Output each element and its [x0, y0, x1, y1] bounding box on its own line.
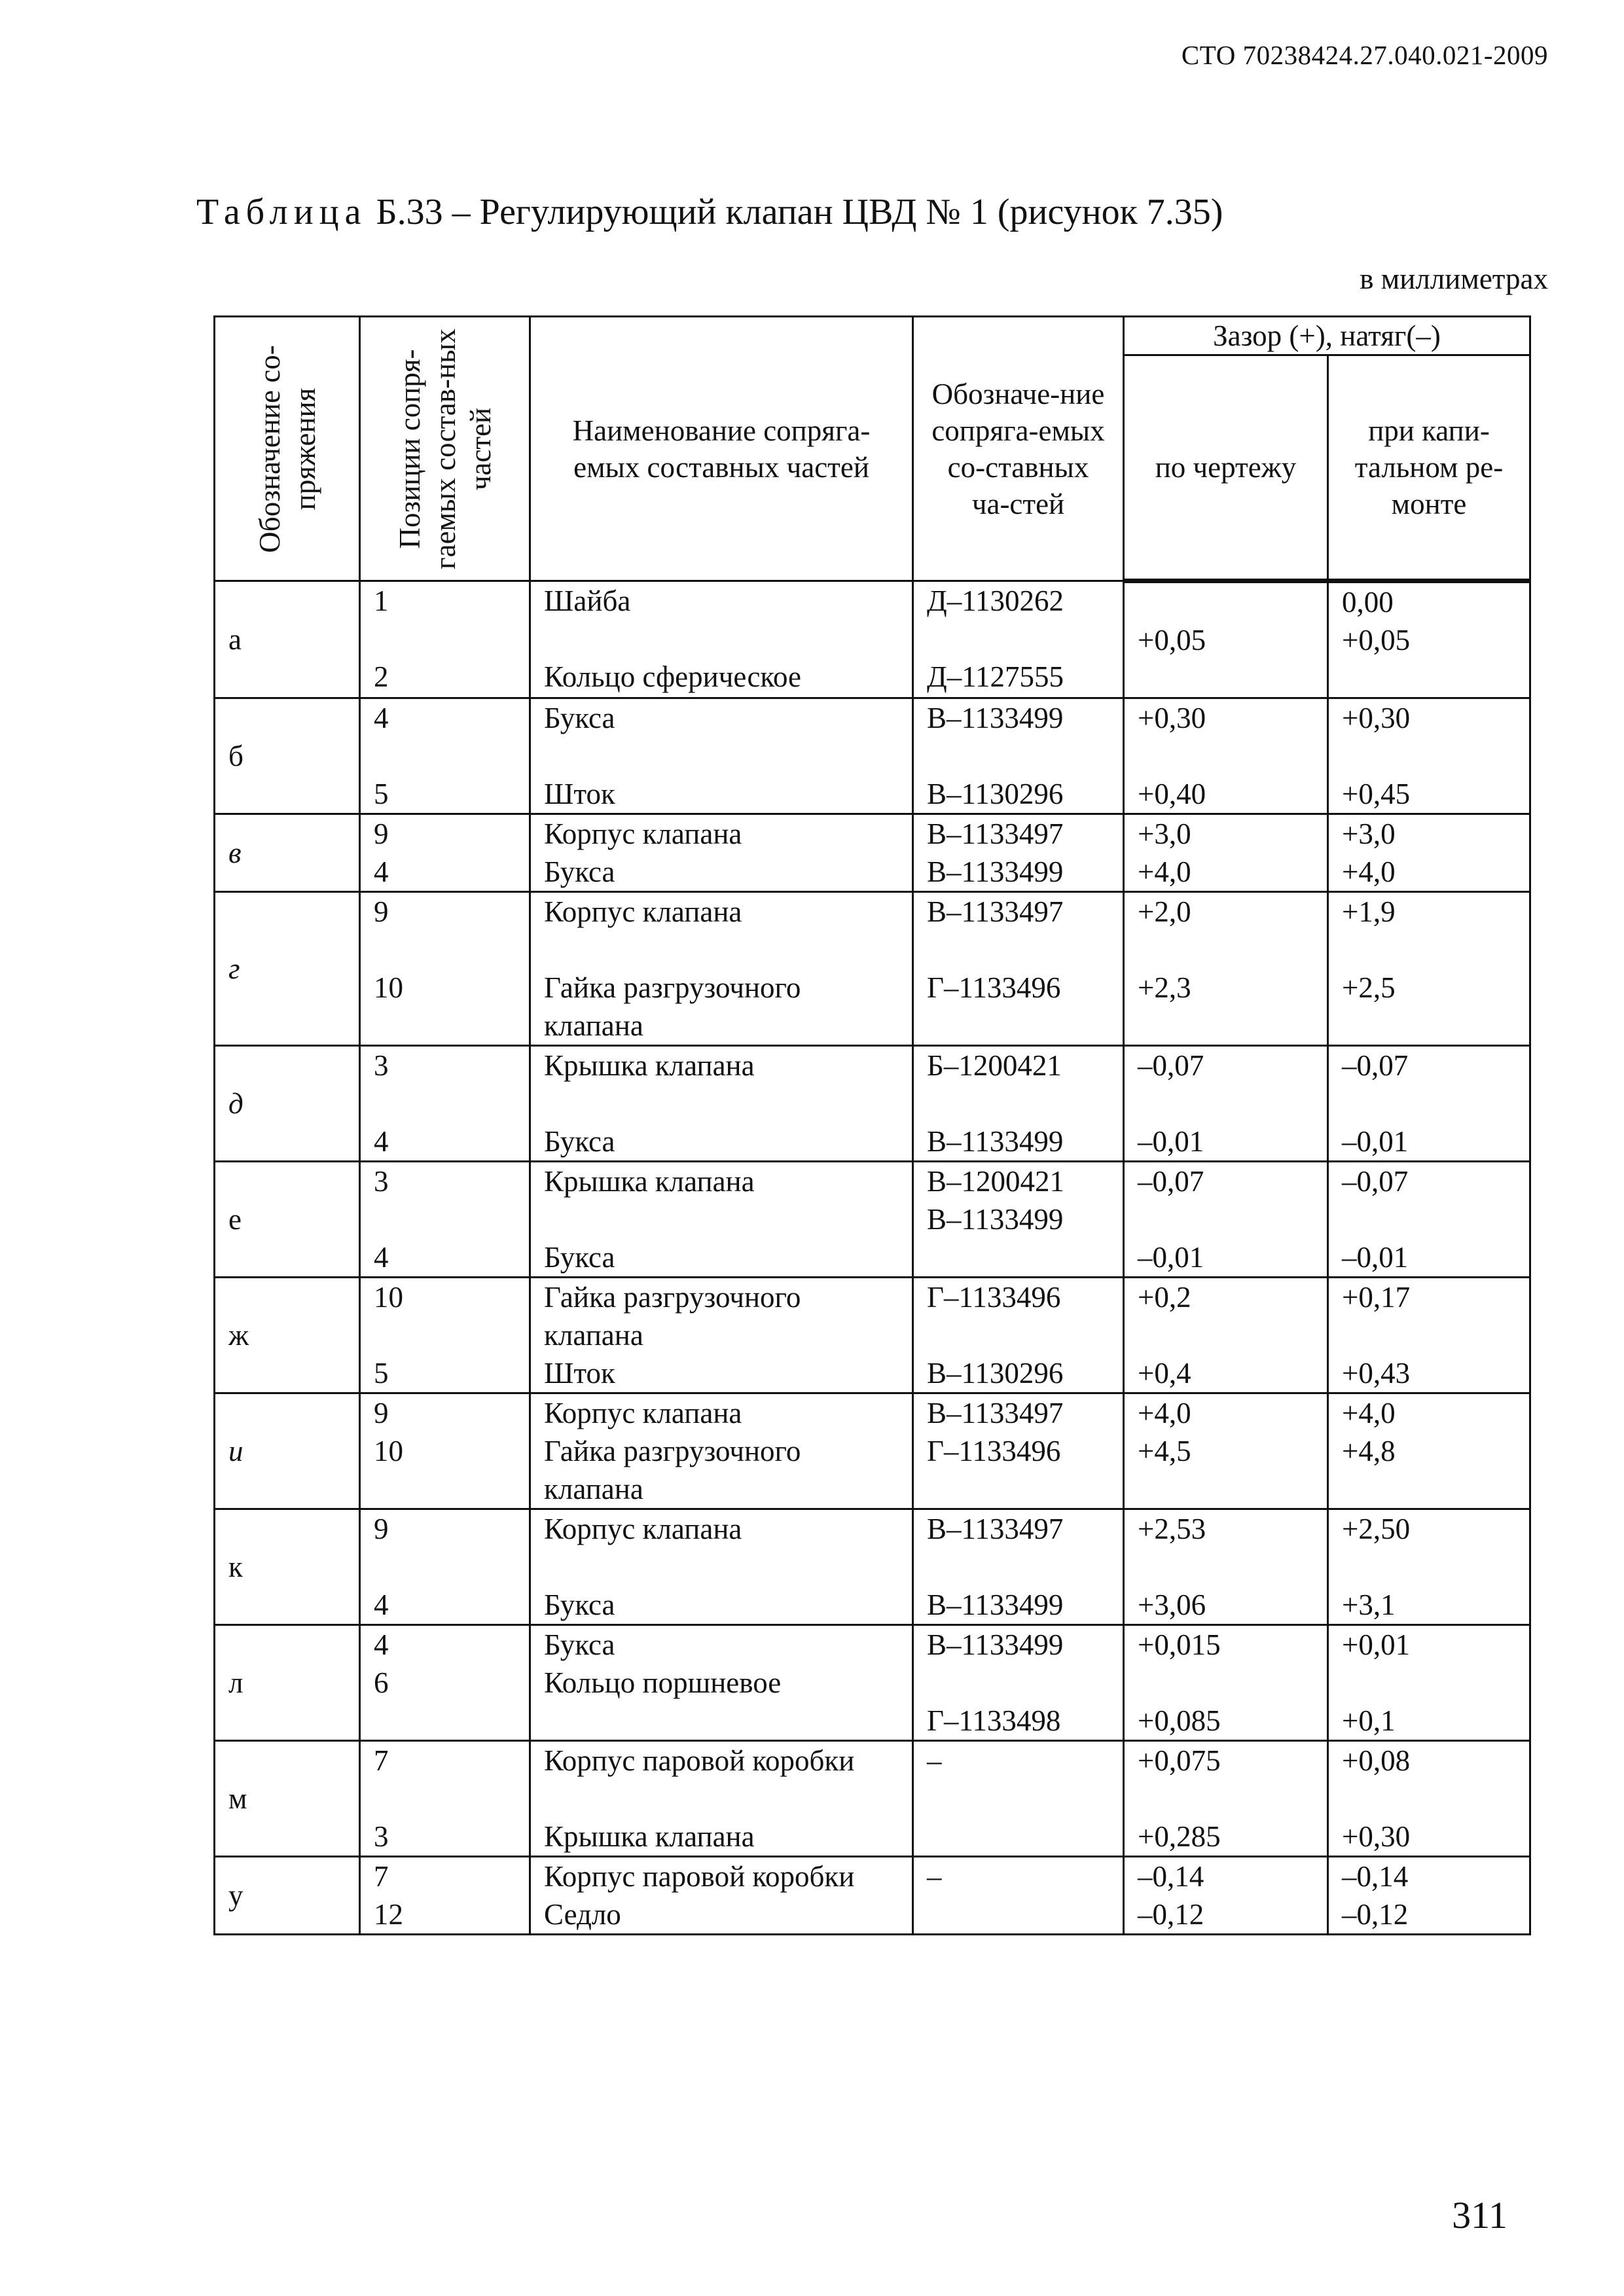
cell-line: Д–1127555	[927, 660, 1064, 693]
cell-line: +0,075	[1138, 1744, 1221, 1777]
cell-line: –0,12	[1342, 1898, 1409, 1931]
cell-line: +2,53	[1138, 1513, 1206, 1545]
header-gap-group: Зазор (+), натяг(–)	[1124, 317, 1530, 355]
cell-line: Седло	[544, 1898, 621, 1931]
drawing-code-cell	[913, 1278, 1124, 1393]
overhaul-cell	[1328, 814, 1530, 892]
cell-line: 10	[374, 971, 403, 1004]
table-title	[196, 191, 1223, 233]
cell-line: +3,06	[1138, 1588, 1206, 1621]
cell-line: В–1200421	[927, 1165, 1065, 1198]
cell-line	[927, 1895, 1110, 1933]
cell-line: +0,085	[1138, 1704, 1221, 1737]
per-drawing-cell	[1124, 1857, 1328, 1935]
overhaul-cell	[1328, 1625, 1530, 1741]
cell-line: 7	[374, 1860, 389, 1893]
cell-line	[544, 1702, 899, 1740]
drawing-code-cell	[913, 814, 1124, 892]
drawing-code-cell	[913, 581, 1124, 698]
cell-line	[1342, 1200, 1516, 1238]
cell-line: –0,07	[1138, 1049, 1204, 1082]
cell-line: В–1133497	[927, 817, 1064, 850]
cell-line: Корпус клапана	[544, 1513, 742, 1545]
cell-line: Б–1200421	[927, 1049, 1062, 1082]
drawing-code-cell	[913, 1046, 1124, 1162]
cell-line: +0,45	[1342, 778, 1411, 810]
cell-line: +0,2	[1138, 1281, 1191, 1314]
table-row	[215, 1162, 1530, 1278]
cell-line: –0,12	[1138, 1898, 1204, 1931]
cell-line	[544, 931, 899, 969]
part-name-cell	[530, 581, 913, 698]
part-name-cell	[530, 1625, 913, 1741]
cell-line: Гайка разгрузочного	[544, 1281, 801, 1314]
drawing-code-cell	[913, 1625, 1124, 1741]
cell-line	[544, 620, 899, 658]
cell-line: В–1133499	[927, 1203, 1064, 1236]
cell-line	[927, 1664, 1110, 1702]
part-name-cell	[530, 814, 913, 892]
cell-line: –0,01	[1342, 1125, 1409, 1158]
cell-line: +2,5	[1342, 971, 1396, 1004]
cell-line: Кольцо сферическое	[544, 660, 802, 693]
per-drawing-cell	[1124, 814, 1328, 892]
designation-cell: ж	[215, 1278, 360, 1393]
cell-line: 4	[374, 1588, 389, 1621]
cell-line	[1138, 1780, 1314, 1818]
per-drawing-cell	[1124, 1278, 1328, 1393]
header-drawing-code: Обозначе-ние сопряга-емых со-ставных ча-стей	[913, 317, 1124, 581]
table-row	[215, 698, 1530, 814]
cell-line: 3	[374, 1049, 389, 1082]
cell-line	[1342, 1548, 1516, 1586]
table-row	[215, 1278, 1530, 1393]
cell-line	[374, 1702, 516, 1740]
overhaul-cell	[1328, 1278, 1530, 1393]
cell-line	[374, 1470, 516, 1508]
cell-line	[374, 1548, 516, 1586]
table-title-prefix: Таблица	[196, 192, 367, 232]
per-drawing-cell	[1124, 1741, 1328, 1857]
cell-line: 10	[374, 1435, 403, 1467]
cell-line: Крышка клапана	[544, 1165, 755, 1198]
cell-line	[1342, 737, 1516, 775]
cell-line: –	[927, 1860, 942, 1893]
drawing-code-cell	[913, 1509, 1124, 1625]
position-cell	[360, 1857, 530, 1935]
cell-line: 9	[374, 895, 389, 928]
drawing-code-cell	[913, 698, 1124, 814]
cell-line: +0,01	[1342, 1628, 1411, 1661]
cell-line	[927, 1316, 1110, 1354]
cell-line: +4,8	[1342, 1435, 1396, 1467]
designation-cell: д	[215, 1046, 360, 1162]
cell-line: Гайка разгрузочного	[544, 971, 801, 1004]
cell-line: +4,0	[1342, 855, 1396, 888]
per-drawing-cell	[1124, 1393, 1328, 1509]
cell-line: Букса	[544, 1628, 615, 1661]
cell-line	[1138, 931, 1314, 969]
document-code: СТО 70238424.27.040.021-2009	[1181, 40, 1548, 70]
cell-line: В–1133499	[927, 1588, 1064, 1621]
cell-line	[927, 737, 1110, 775]
cell-line	[374, 1007, 516, 1045]
table-row	[215, 1046, 1530, 1162]
position-cell	[360, 1625, 530, 1741]
cell-line	[1138, 1664, 1314, 1702]
header-designation	[215, 317, 360, 581]
cell-line: 0,00	[1342, 586, 1394, 619]
cell-line: Букса	[544, 1125, 615, 1158]
cell-line: –	[927, 1744, 942, 1777]
part-name-cell	[530, 1509, 913, 1625]
per-drawing-cell	[1124, 892, 1328, 1046]
part-name-cell	[530, 1046, 913, 1162]
cell-line	[1138, 1316, 1314, 1354]
designation-cell: е	[215, 1162, 360, 1278]
cell-line: 4	[374, 855, 389, 888]
cell-line: В–1133499	[927, 1628, 1064, 1661]
cell-line	[1138, 1470, 1314, 1508]
table-row	[215, 814, 1530, 892]
cell-line	[1342, 1007, 1516, 1045]
cell-line: 12	[374, 1898, 403, 1931]
cell-line	[1342, 1085, 1516, 1122]
cell-line: –0,01	[1138, 1125, 1204, 1158]
cell-line: В–1130296	[927, 778, 1064, 810]
cell-line: 3	[374, 1165, 389, 1198]
cell-line: +0,285	[1138, 1820, 1221, 1853]
per-drawing-cell	[1124, 1162, 1328, 1278]
position-cell	[360, 1741, 530, 1857]
position-cell	[360, 814, 530, 892]
drawing-code-cell	[913, 1741, 1124, 1857]
cell-line	[927, 620, 1110, 658]
overhaul-cell	[1328, 1046, 1530, 1162]
cell-line	[374, 931, 516, 969]
cell-line: Крышка клапана	[544, 1820, 755, 1853]
cell-line: Корпус клапана	[544, 895, 742, 928]
per-drawing-cell	[1124, 698, 1328, 814]
table-row	[215, 1509, 1530, 1625]
cell-line	[1342, 1316, 1516, 1354]
per-drawing-cell	[1124, 581, 1328, 698]
header-designation-text: Обозначение со-пряжения	[253, 344, 321, 553]
cell-line	[374, 737, 516, 775]
cell-line: Гайка разгрузочного	[544, 1435, 801, 1467]
overhaul-cell	[1328, 581, 1530, 698]
per-drawing-cell	[1124, 1625, 1328, 1741]
cell-line: Корпус паровой коробки	[544, 1860, 855, 1893]
part-name-cell	[530, 1162, 913, 1278]
cell-line	[374, 620, 516, 658]
cell-line	[544, 737, 899, 775]
mating-parts-table	[213, 315, 1531, 1935]
header-per-drawing: по чертежу	[1124, 355, 1328, 581]
position-cell	[360, 1278, 530, 1393]
cell-line: 4	[374, 1241, 389, 1274]
cell-line	[1342, 1470, 1516, 1508]
table-row	[215, 581, 1530, 698]
designation-cell: в	[215, 814, 360, 892]
cell-line: +1,9	[1342, 895, 1396, 928]
cell-line: +0,4	[1138, 1357, 1191, 1390]
cell-line: 5	[374, 1357, 389, 1390]
cell-line: +0,17	[1342, 1281, 1411, 1314]
drawing-code-cell	[913, 1857, 1124, 1935]
cell-line: 3	[374, 1820, 389, 1853]
cell-line: Букса	[544, 702, 615, 734]
part-name-cell	[530, 1278, 913, 1393]
cell-line: 4	[374, 1125, 389, 1158]
cell-line	[374, 1316, 516, 1354]
cell-line: +0,05	[1138, 624, 1206, 656]
table-row	[215, 1393, 1530, 1509]
part-name-cell	[530, 1741, 913, 1857]
designation-cell: а	[215, 581, 360, 698]
cell-line: –0,07	[1342, 1165, 1409, 1198]
overhaul-cell	[1328, 1857, 1530, 1935]
cell-line	[544, 1200, 899, 1238]
cell-line: Корпус клапана	[544, 1397, 742, 1429]
cell-line	[1342, 1780, 1516, 1818]
cell-line	[1138, 1007, 1314, 1045]
cell-line: 9	[374, 1513, 389, 1545]
cell-line: +4,5	[1138, 1435, 1191, 1467]
units-note: в миллиметрах	[1360, 262, 1548, 295]
cell-line	[927, 1818, 1110, 1856]
cell-line: +4,0	[1342, 1397, 1396, 1429]
cell-line: +0,1	[1342, 1704, 1396, 1737]
header-positions	[360, 317, 530, 581]
cell-line: клапана	[544, 1319, 643, 1352]
part-name-cell	[530, 1857, 913, 1935]
cell-line	[544, 1085, 899, 1122]
cell-line: 4	[374, 702, 389, 734]
cell-line: 2	[374, 660, 389, 693]
cell-line: В–1130296	[927, 1357, 1064, 1390]
cell-line: 7	[374, 1744, 389, 1777]
position-cell	[360, 1393, 530, 1509]
cell-line: Г–1133498	[927, 1704, 1061, 1737]
cell-line: Г–1133496	[927, 1435, 1061, 1467]
cell-line	[927, 1470, 1110, 1508]
cell-line: –0,01	[1342, 1241, 1409, 1274]
cell-line: Букса	[544, 855, 615, 888]
overhaul-cell	[1328, 698, 1530, 814]
cell-line: В–1133497	[927, 1397, 1064, 1429]
cell-line: В–1133499	[927, 855, 1064, 888]
header-overhaul: при капи-тальном ре-монте	[1328, 355, 1530, 581]
cell-line: +0,40	[1138, 778, 1206, 810]
cell-line: 4	[374, 1628, 389, 1661]
cell-line: Букса	[544, 1241, 615, 1274]
position-cell	[360, 1046, 530, 1162]
cell-line	[374, 1200, 516, 1238]
overhaul-cell	[1328, 1741, 1530, 1857]
designation-cell: б	[215, 698, 360, 814]
cell-line: +4,0	[1138, 855, 1191, 888]
cell-line	[927, 1238, 1110, 1276]
cell-line: Букса	[544, 1588, 615, 1621]
drawing-code-cell	[913, 1162, 1124, 1278]
cell-line	[927, 1085, 1110, 1122]
cell-line	[927, 1548, 1110, 1586]
cell-line: Шток	[544, 1357, 615, 1390]
cell-line: –0,01	[1138, 1241, 1204, 1274]
cell-line: +0,05	[1342, 624, 1411, 656]
drawing-code-cell	[913, 892, 1124, 1046]
cell-line	[1342, 659, 1516, 697]
cell-line: +4,0	[1138, 1397, 1191, 1429]
cell-line: +2,3	[1138, 971, 1191, 1004]
cell-line: 9	[374, 1397, 389, 1429]
header-part-name: Наименование сопряга-емых составных частей	[530, 317, 913, 581]
overhaul-cell	[1328, 1509, 1530, 1625]
cell-line: –0,14	[1138, 1860, 1204, 1893]
cell-line: +0,015	[1138, 1628, 1221, 1661]
cell-line	[544, 1780, 899, 1818]
table-title-text: Б.33 – Регулирующий клапан ЦВД № 1 (рисунок 7.35)	[367, 192, 1223, 232]
cell-line	[1138, 1085, 1314, 1122]
overhaul-cell	[1328, 1162, 1530, 1278]
cell-line: +3,1	[1342, 1588, 1396, 1621]
cell-line: +2,50	[1342, 1513, 1411, 1545]
table-row	[215, 1741, 1530, 1857]
position-cell	[360, 581, 530, 698]
cell-line: Корпус паровой коробки	[544, 1744, 855, 1777]
per-drawing-cell	[1124, 1046, 1328, 1162]
designation-cell: и	[215, 1393, 360, 1509]
cell-line: –0,14	[1342, 1860, 1409, 1893]
cell-line: В–1133497	[927, 1513, 1064, 1545]
cell-line: Г–1133496	[927, 1281, 1061, 1314]
drawing-code-cell	[913, 1393, 1124, 1509]
cell-line: Шток	[544, 778, 615, 810]
cell-line: +2,0	[1138, 895, 1191, 928]
cell-line	[927, 1007, 1110, 1045]
page-number: 311	[1452, 2194, 1507, 2236]
cell-line: клапана	[544, 1009, 643, 1042]
designation-cell: у	[215, 1857, 360, 1935]
cell-line: Корпус клапана	[544, 817, 742, 850]
cell-line: +0,43	[1342, 1357, 1411, 1390]
designation-cell: л	[215, 1625, 360, 1741]
table-body	[215, 581, 1530, 1935]
cell-line: Кольцо поршневое	[544, 1666, 782, 1699]
cell-line: +0,30	[1342, 1820, 1411, 1853]
position-cell	[360, 698, 530, 814]
cell-line: +3,0	[1138, 817, 1191, 850]
cell-line	[1138, 737, 1314, 775]
cell-line: 9	[374, 817, 389, 850]
part-name-cell	[530, 892, 913, 1046]
cell-line: +0,30	[1342, 702, 1411, 734]
per-drawing-cell	[1124, 1509, 1328, 1625]
cell-line	[1138, 1200, 1314, 1238]
part-name-cell	[530, 1393, 913, 1509]
cell-line: 1	[374, 584, 389, 617]
cell-line: 5	[374, 778, 389, 810]
cell-line	[927, 1780, 1110, 1818]
cell-line	[927, 931, 1110, 969]
cell-line	[1138, 583, 1314, 621]
cell-line: +3,0	[1342, 817, 1396, 850]
cell-line	[1342, 931, 1516, 969]
cell-line	[1138, 1548, 1314, 1586]
cell-line: 6	[374, 1666, 389, 1699]
cell-line	[374, 1780, 516, 1818]
cell-line	[374, 1085, 516, 1122]
position-cell	[360, 1162, 530, 1278]
cell-line: Д–1130262	[927, 584, 1064, 617]
designation-cell: к	[215, 1509, 360, 1625]
cell-line	[1138, 659, 1314, 697]
designation-cell: г	[215, 892, 360, 1046]
position-cell	[360, 1509, 530, 1625]
overhaul-cell	[1328, 892, 1530, 1046]
cell-line: В–1133499	[927, 1125, 1064, 1158]
cell-line: Шайба	[544, 584, 631, 617]
part-name-cell	[530, 698, 913, 814]
table-row	[215, 892, 1530, 1046]
cell-line: Крышка клапана	[544, 1049, 755, 1082]
cell-line	[1342, 1664, 1516, 1702]
cell-line: –0,07	[1138, 1165, 1204, 1198]
cell-line: +0,30	[1138, 702, 1206, 734]
header-positions-text: Позиции сопря-гаемых состав-ных частей	[393, 328, 497, 569]
table-row	[215, 1857, 1530, 1935]
cell-line: +0,08	[1342, 1744, 1411, 1777]
cell-line: 10	[374, 1281, 403, 1314]
designation-cell: м	[215, 1741, 360, 1857]
cell-line: клапана	[544, 1473, 643, 1505]
cell-line	[544, 1548, 899, 1586]
table-row	[215, 1625, 1530, 1741]
cell-line: –0,07	[1342, 1049, 1409, 1082]
overhaul-cell	[1328, 1393, 1530, 1509]
position-cell	[360, 892, 530, 1046]
cell-line: Г–1133496	[927, 971, 1061, 1004]
cell-line: В–1133499	[927, 702, 1064, 734]
cell-line: В–1133497	[927, 895, 1064, 928]
